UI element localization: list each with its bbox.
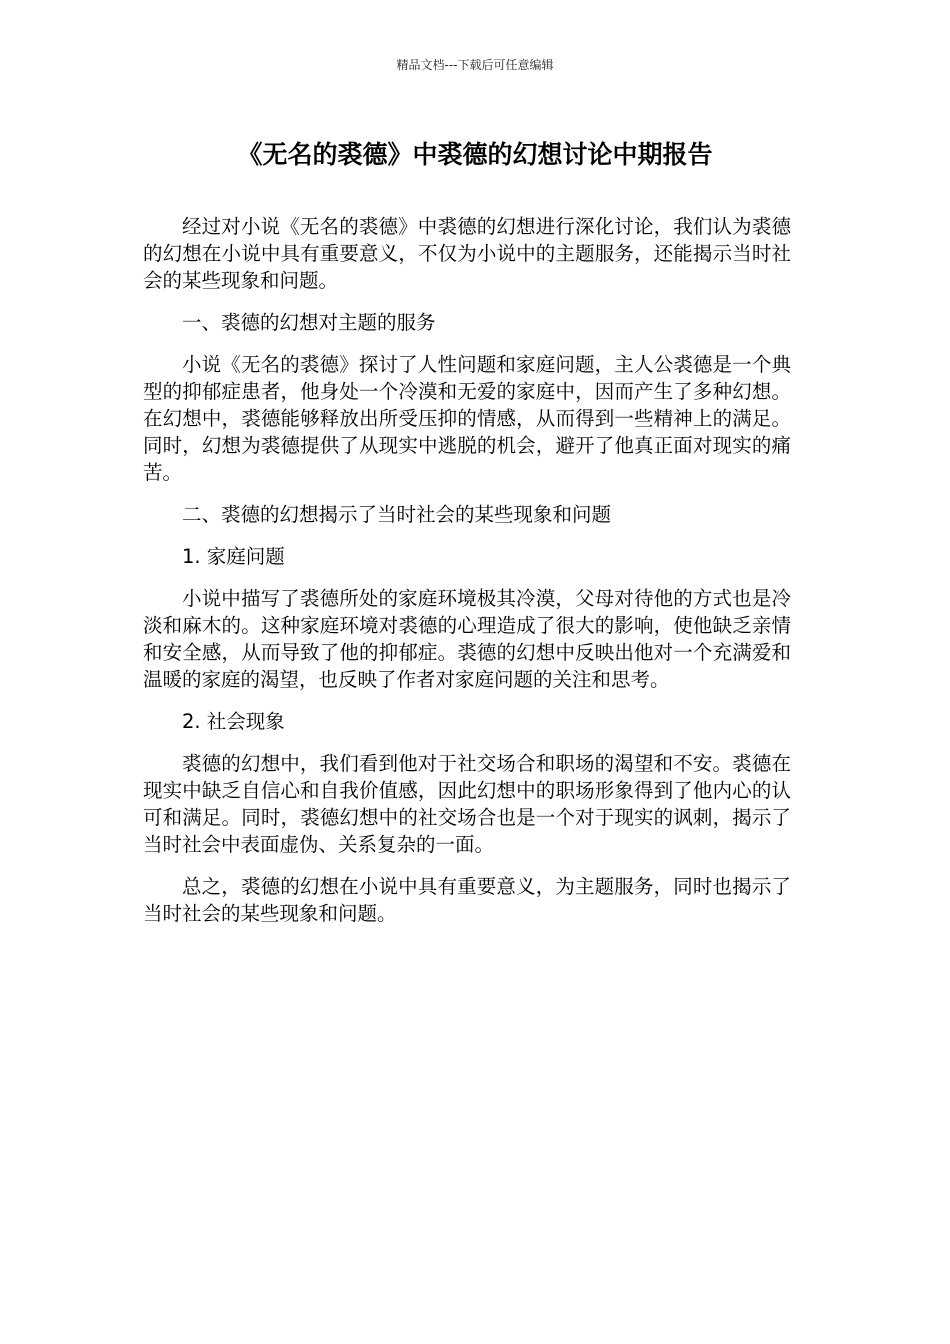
- section-heading-2: 二、裘德的幻想揭示了当时社会的某些现象和问题: [182, 503, 612, 526]
- section-heading-1: 一、裘德的幻想对主题的服务: [182, 311, 436, 334]
- intro-paragraph: 经过对小说《无名的裘德》中裘德的幻想进行深化讨论，我们认为裘德的幻想在小说中具有重要意义，不仅为小说中的主题服务，还能揭示当时社会的某些现象和问题。: [143, 215, 791, 292]
- document-body: [143, 213, 791, 942]
- section-1-paragraph: 小说《无名的裘德》探讨了人性问题和家庭问题，主人公裘德是一个典型的抑郁症患者，他身处一个冷漠和无爱的家庭中，因而产生了多种幻想。在幻想中，裘德能够释放出所受压抑的情感，从而得到一些精神上的满足。同时，幻想为裘德提供了从现实中逃脱的机会，避开了他真正面对现实的痛苦。: [143, 353, 791, 484]
- conclusion-paragraph: 总之，裘德的幻想在小说中具有重要意义，为主题服务，同时也揭示了当时社会的某些现象和问题。: [143, 875, 791, 925]
- document-title: 《无名的裘德》中裘德的幻想讨论中期报告: [237, 140, 713, 169]
- society-paragraph: 裘德的幻想中，我们看到他对于社交场合和职场的渴望和不安。裘德在现实中缺乏自信心和自我价值感，因此幻想中的职场形象得到了他内心的认可和满足。同时，裘德幻想中的社交场合也是一个对于现实的讽刺，揭示了当时社会中表面虚伪、关系复杂的一面。: [143, 752, 791, 856]
- family-paragraph: 小说中描写了裘德所处的家庭环境极其冷漠，父母对待他的方式也是冷淡和麻木的。这种家庭环境对裘德的心理造成了很大的影响，使他缺乏亲情和安全感，从而导致了他的抑郁症。裘德的幻想中反映出他对一个充满爱和温暖的家庭的渴望，也反映了作者对家庭问题的关注和思考。: [143, 587, 791, 691]
- subsection-heading-family: 1. 家庭问题: [182, 545, 285, 568]
- subsection-heading-society: 2. 社会现象: [182, 710, 285, 733]
- header-note: 精品文档---下载后可任意编辑: [396, 58, 554, 72]
